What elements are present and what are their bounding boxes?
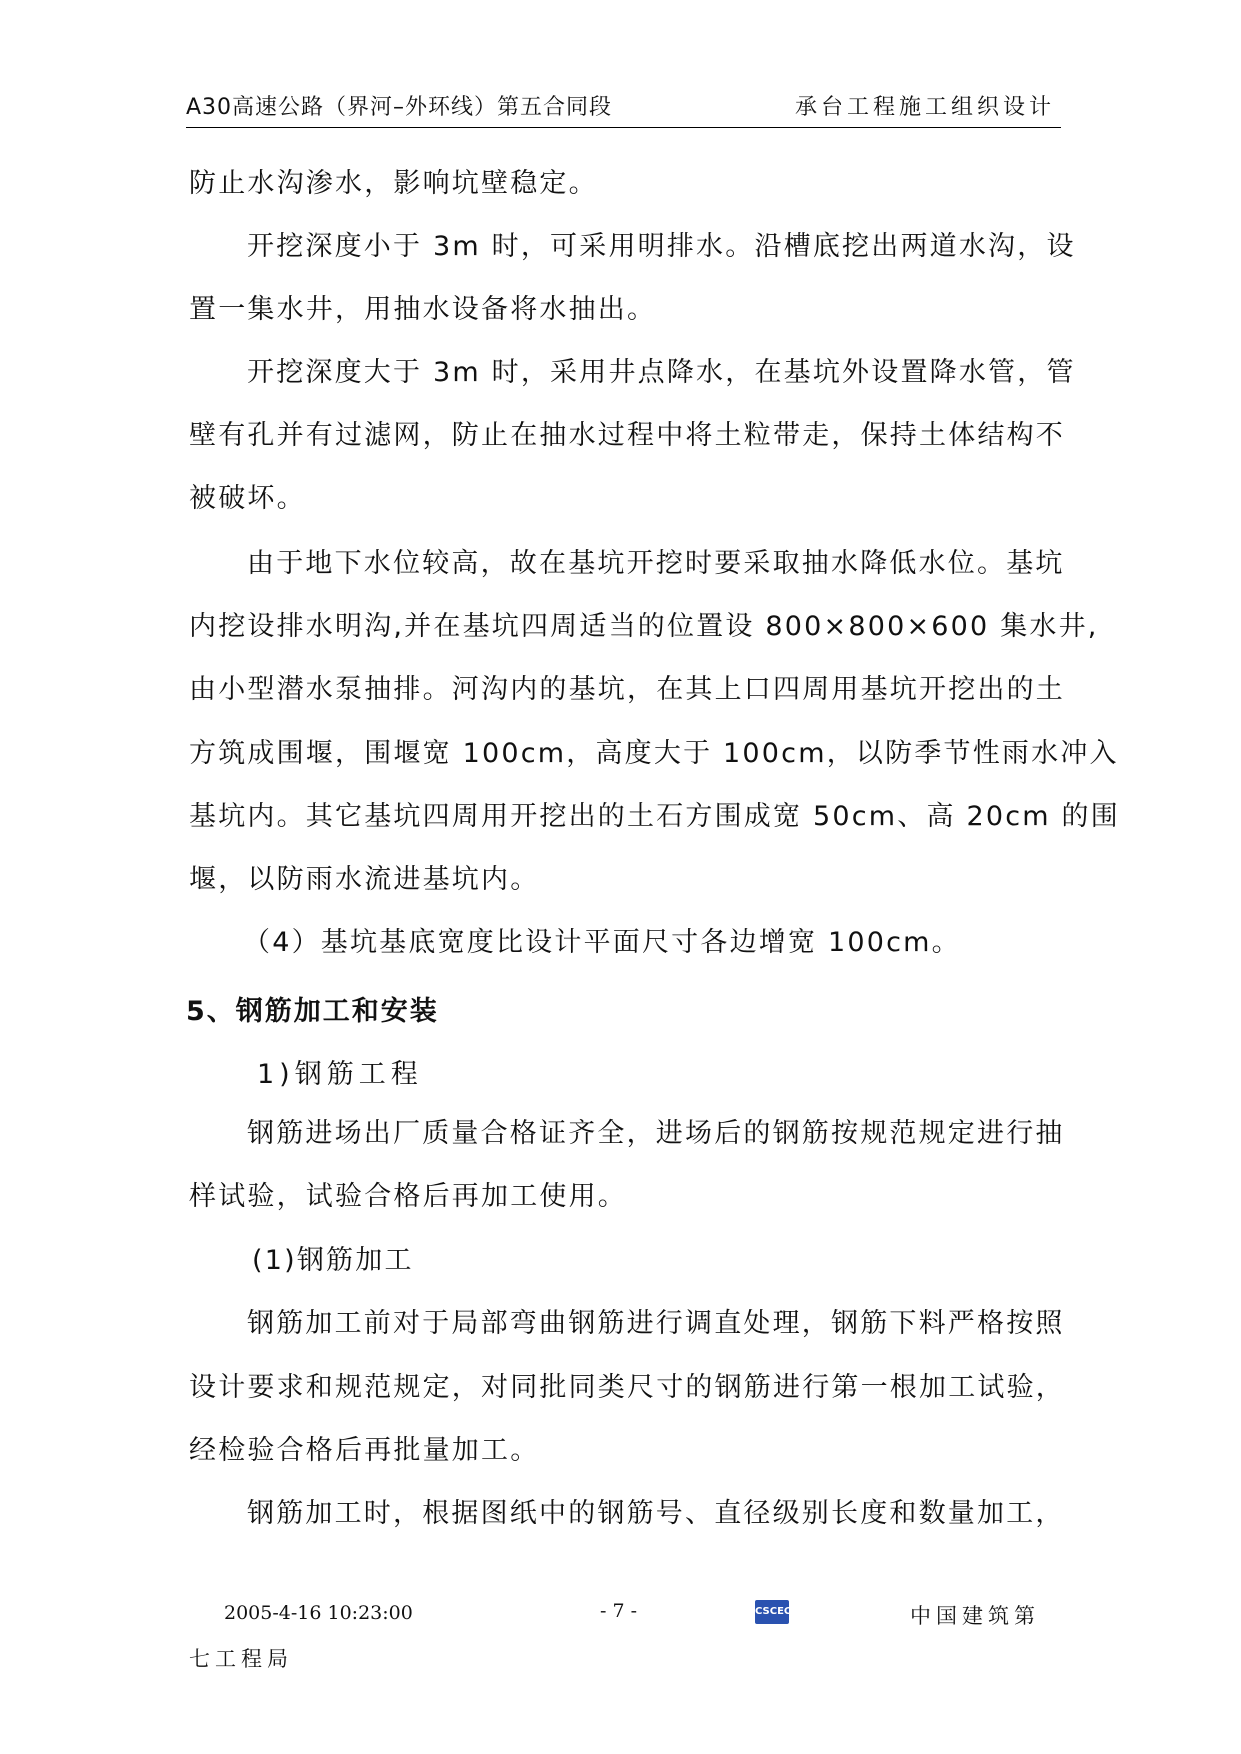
item-heading: (1)钢筋加工 (252, 1245, 414, 1276)
header-divider (186, 127, 1061, 128)
footer-company: 中国建筑第 (910, 1604, 1040, 1628)
body-line: 开挖深度大于 3m 时，采用井点降水，在基坑外设置降水管，管 (247, 357, 1076, 388)
body-line: 开挖深度小于 3m 时，可采用明排水。沿槽底挖出两道水沟，设 (247, 231, 1076, 262)
body-line: 钢筋加工时，根据图纸中的钢筋号、直径级别长度和数量加工， (247, 1498, 1065, 1529)
footer-company-continued: 七工程局 (189, 1647, 293, 1671)
subsection-heading: 1)钢筋工程 (257, 1059, 423, 1090)
body-line: 防止水沟渗水，影响坑壁稳定。 (189, 168, 598, 199)
body-line: 经检验合格后再批量加工。 (189, 1435, 540, 1466)
body-line: 内挖设排水明沟,并在基坑四周适当的位置设 800×800×600 集水井, (189, 611, 1099, 642)
body-line: （4）基坑基底宽度比设计平面尺寸各边增宽 100cm。 (243, 927, 961, 958)
body-line: 样试验，试验合格后再加工使用。 (189, 1181, 627, 1212)
body-line: 由小型潜水泵抽排。河沟内的基坑，在其上口四周用基坑开挖出的土 (189, 674, 1065, 705)
body-line: 置一集水井，用抽水设备将水抽出。 (189, 294, 657, 325)
body-line: 被破坏。 (189, 483, 306, 514)
body-line: 设计要求和规范规定，对同批同类尺寸的钢筋进行第一根加工试验， (189, 1372, 1065, 1403)
company-logo: CSCEC (755, 1600, 789, 1624)
footer-page-number: - 7 - (600, 1600, 638, 1622)
header-project-title: A30高速公路（界河–外环线）第五合同段 (186, 95, 613, 120)
section-heading: 5、钢筋加工和安装 (186, 996, 439, 1027)
body-line: 由于地下水位较高，故在基坑开挖时要采取抽水降低水位。基坑 (247, 548, 1065, 579)
body-line: 堰，以防雨水流进基坑内。 (189, 864, 540, 895)
header-document-title: 承台工程施工组织设计 (794, 95, 1055, 120)
body-line: 钢筋进场出厂质量合格证齐全，进场后的钢筋按规范规定进行抽 (247, 1118, 1065, 1149)
body-line: 方筑成围堰，围堰宽 100cm，高度大于 100cm，以防季节性雨水冲入 (189, 738, 1119, 769)
body-line: 钢筋加工前对于局部弯曲钢筋进行调直处理，钢筋下料严格按照 (247, 1308, 1065, 1339)
body-line: 壁有孔并有过滤网，防止在抽水过程中将土粒带走，保持土体结构不 (189, 420, 1065, 451)
footer-datetime: 2005-4-16 10:23:00 (224, 1602, 413, 1624)
body-line: 基坑内。其它基坑四周用开挖出的土石方围成宽 50cm、高 20cm 的围 (189, 801, 1120, 832)
